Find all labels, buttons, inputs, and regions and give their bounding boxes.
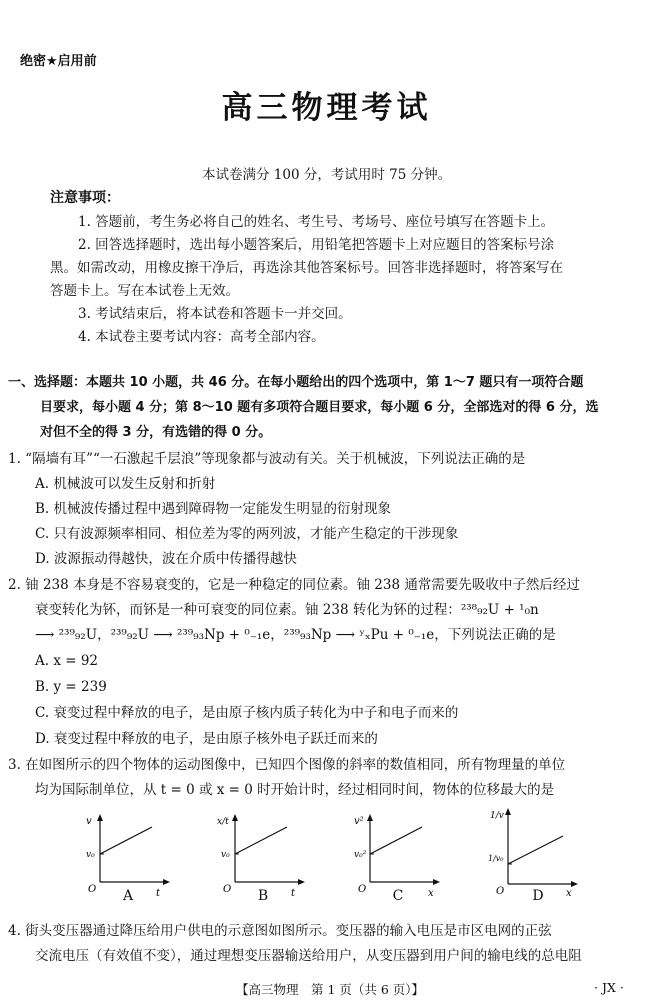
- graph-a-origin: O: [88, 884, 97, 895]
- q3-stem-1: 3. 在如图所示的四个物体的运动图像中，已知四个图像的斜率的数值相同，所有物理量的单位: [8, 757, 566, 773]
- q1-stem: 1. “隔墙有耳”“一石激起千层浪”等现象都与波动有关。关于机械波，下列说法正确的是: [8, 451, 526, 467]
- q3-stem-2: 均为国际制单位，从 t = 0 或 x = 0 时开始计时，经过相同时间，物体的位移最大的是: [35, 782, 555, 798]
- q2-option-c: C. 衰变过程中释放的电子，是由原子核内质子转化为中子和电子而来的: [35, 705, 459, 721]
- graph-a-intercept: v₀: [86, 850, 95, 860]
- graph-d-x-label: x: [566, 888, 572, 899]
- q1-option-a: A. 机械波可以发生反射和折射: [35, 476, 216, 492]
- q2-option-a: A. x = 92: [35, 653, 99, 669]
- footer-code: · JX ·: [594, 980, 624, 995]
- q2-option-d: D. 衰变过程中释放的电子，是由原子核外电子跃迁而来的: [35, 731, 378, 747]
- graph-b-origin: O: [223, 884, 232, 895]
- notice-line-5: 3. 考试结束后，将本试卷和答题卡一并交回。: [78, 306, 352, 322]
- graph-b-y-label: x/t: [217, 817, 229, 827]
- q2-stem-1: 2. 铀 238 本身是不容易衰变的，它是一种稳定的同位素。铀 238 通常需要先吸收中子然后经过: [8, 577, 580, 593]
- graph-c-x-label: x: [428, 888, 434, 899]
- section-instruction-1: 一、选择题：本题共 10 小题，共 46 分。在每小题给出的四个选项中，第 1～7 题只有一项符合题: [8, 375, 584, 390]
- graph-c-intercept: v₀²: [354, 850, 367, 860]
- q4-stem-1: 4. 街头变压器通过降压给用户供电的示意图如图所示。变压器的输入电压是市区电网的正弦: [8, 923, 552, 939]
- page-title: 高三物理考试: [221, 90, 432, 126]
- graph-a-label: A: [122, 888, 134, 904]
- notice-line-4: 答题卡上。写在本试卷上无效。: [50, 283, 239, 299]
- q4-stem-2: 交流电压（有效值不变），通过理想变压器输送给用户，从变压器到用户间的输电线的总电阻: [35, 948, 582, 964]
- graph-a-x-label: t: [156, 888, 161, 899]
- q2-stem-3: ⟶ ²³⁹₉₂U，²³⁹₉₂U ⟶ ²³⁹₉₃Np + ⁰₋₁e，²³⁹₉₃Np ⟶ ʸₓPu + ⁰₋₁e，下列说法正确的是: [35, 627, 556, 643]
- graph-d-origin: O: [496, 886, 505, 897]
- section-instruction-3: 对但不全的得 3 分，有选错的得 0 分。: [40, 425, 272, 440]
- notice-line-3: 黑。如需改动，用橡皮擦干净后，再选涂其他答案标号。回答非选择题时，将答案写在: [50, 260, 563, 276]
- graph-c-origin: O: [358, 884, 367, 895]
- graph-d-intercept: 1/v₀: [488, 854, 504, 863]
- page-footer: 【高三物理 第 1 页（共 6 页）】: [236, 982, 425, 997]
- notice-line-6: 4. 本试卷主要考试内容：高考全部内容。: [78, 329, 325, 345]
- graph-b-intercept: v₀: [221, 850, 230, 860]
- graph-d-label: D: [532, 888, 544, 904]
- q1-option-d: D. 波源振动得越快，波在介质中传播得越快: [35, 551, 297, 567]
- q2-stem-2: 衰变转化为钚，而钚是一种可衰变的同位素。铀 238 转化为钚的过程：²³⁸₉₂U + ¹₀n: [35, 602, 539, 618]
- q2-option-b: B. y = 239: [35, 679, 107, 695]
- secrecy-label: 绝密★启用前: [20, 54, 97, 69]
- graph-b-x-label: t: [291, 888, 296, 899]
- graph-c-label: C: [392, 888, 404, 904]
- q1-option-b: B. 机械波传播过程中遇到障碍物一定能发生明显的衍射现象: [35, 501, 392, 517]
- graph-d-y-label: 1/v: [490, 811, 504, 821]
- section-instruction-2: 目要求，每小题 4 分；第 8～10 题有多项符合题目要求，每小题 6 分，全部选对的得 6 分，选: [40, 400, 599, 415]
- graph-c-y-label: v²: [354, 816, 364, 827]
- notice-line-1: 1. 答题前，考生务必将自己的姓名、考生号、考场号、座位号填写在答题卡上。: [78, 214, 555, 230]
- graph-a-y-label: v: [86, 816, 92, 827]
- notice-line-2: 2. 回答选择题时，选出每小题答案后，用铅笔把答题卡上对应题目的答案标号涂: [78, 237, 555, 253]
- notice-heading: 注意事项：: [50, 190, 120, 206]
- graph-b-label: B: [257, 888, 269, 904]
- q1-option-c: C. 只有波源频率相同、相位差为零的两列波，才能产生稳定的干涉现象: [35, 526, 459, 542]
- exam-subtitle: 本试卷满分 100 分，考试用时 75 分钟。: [202, 167, 452, 183]
